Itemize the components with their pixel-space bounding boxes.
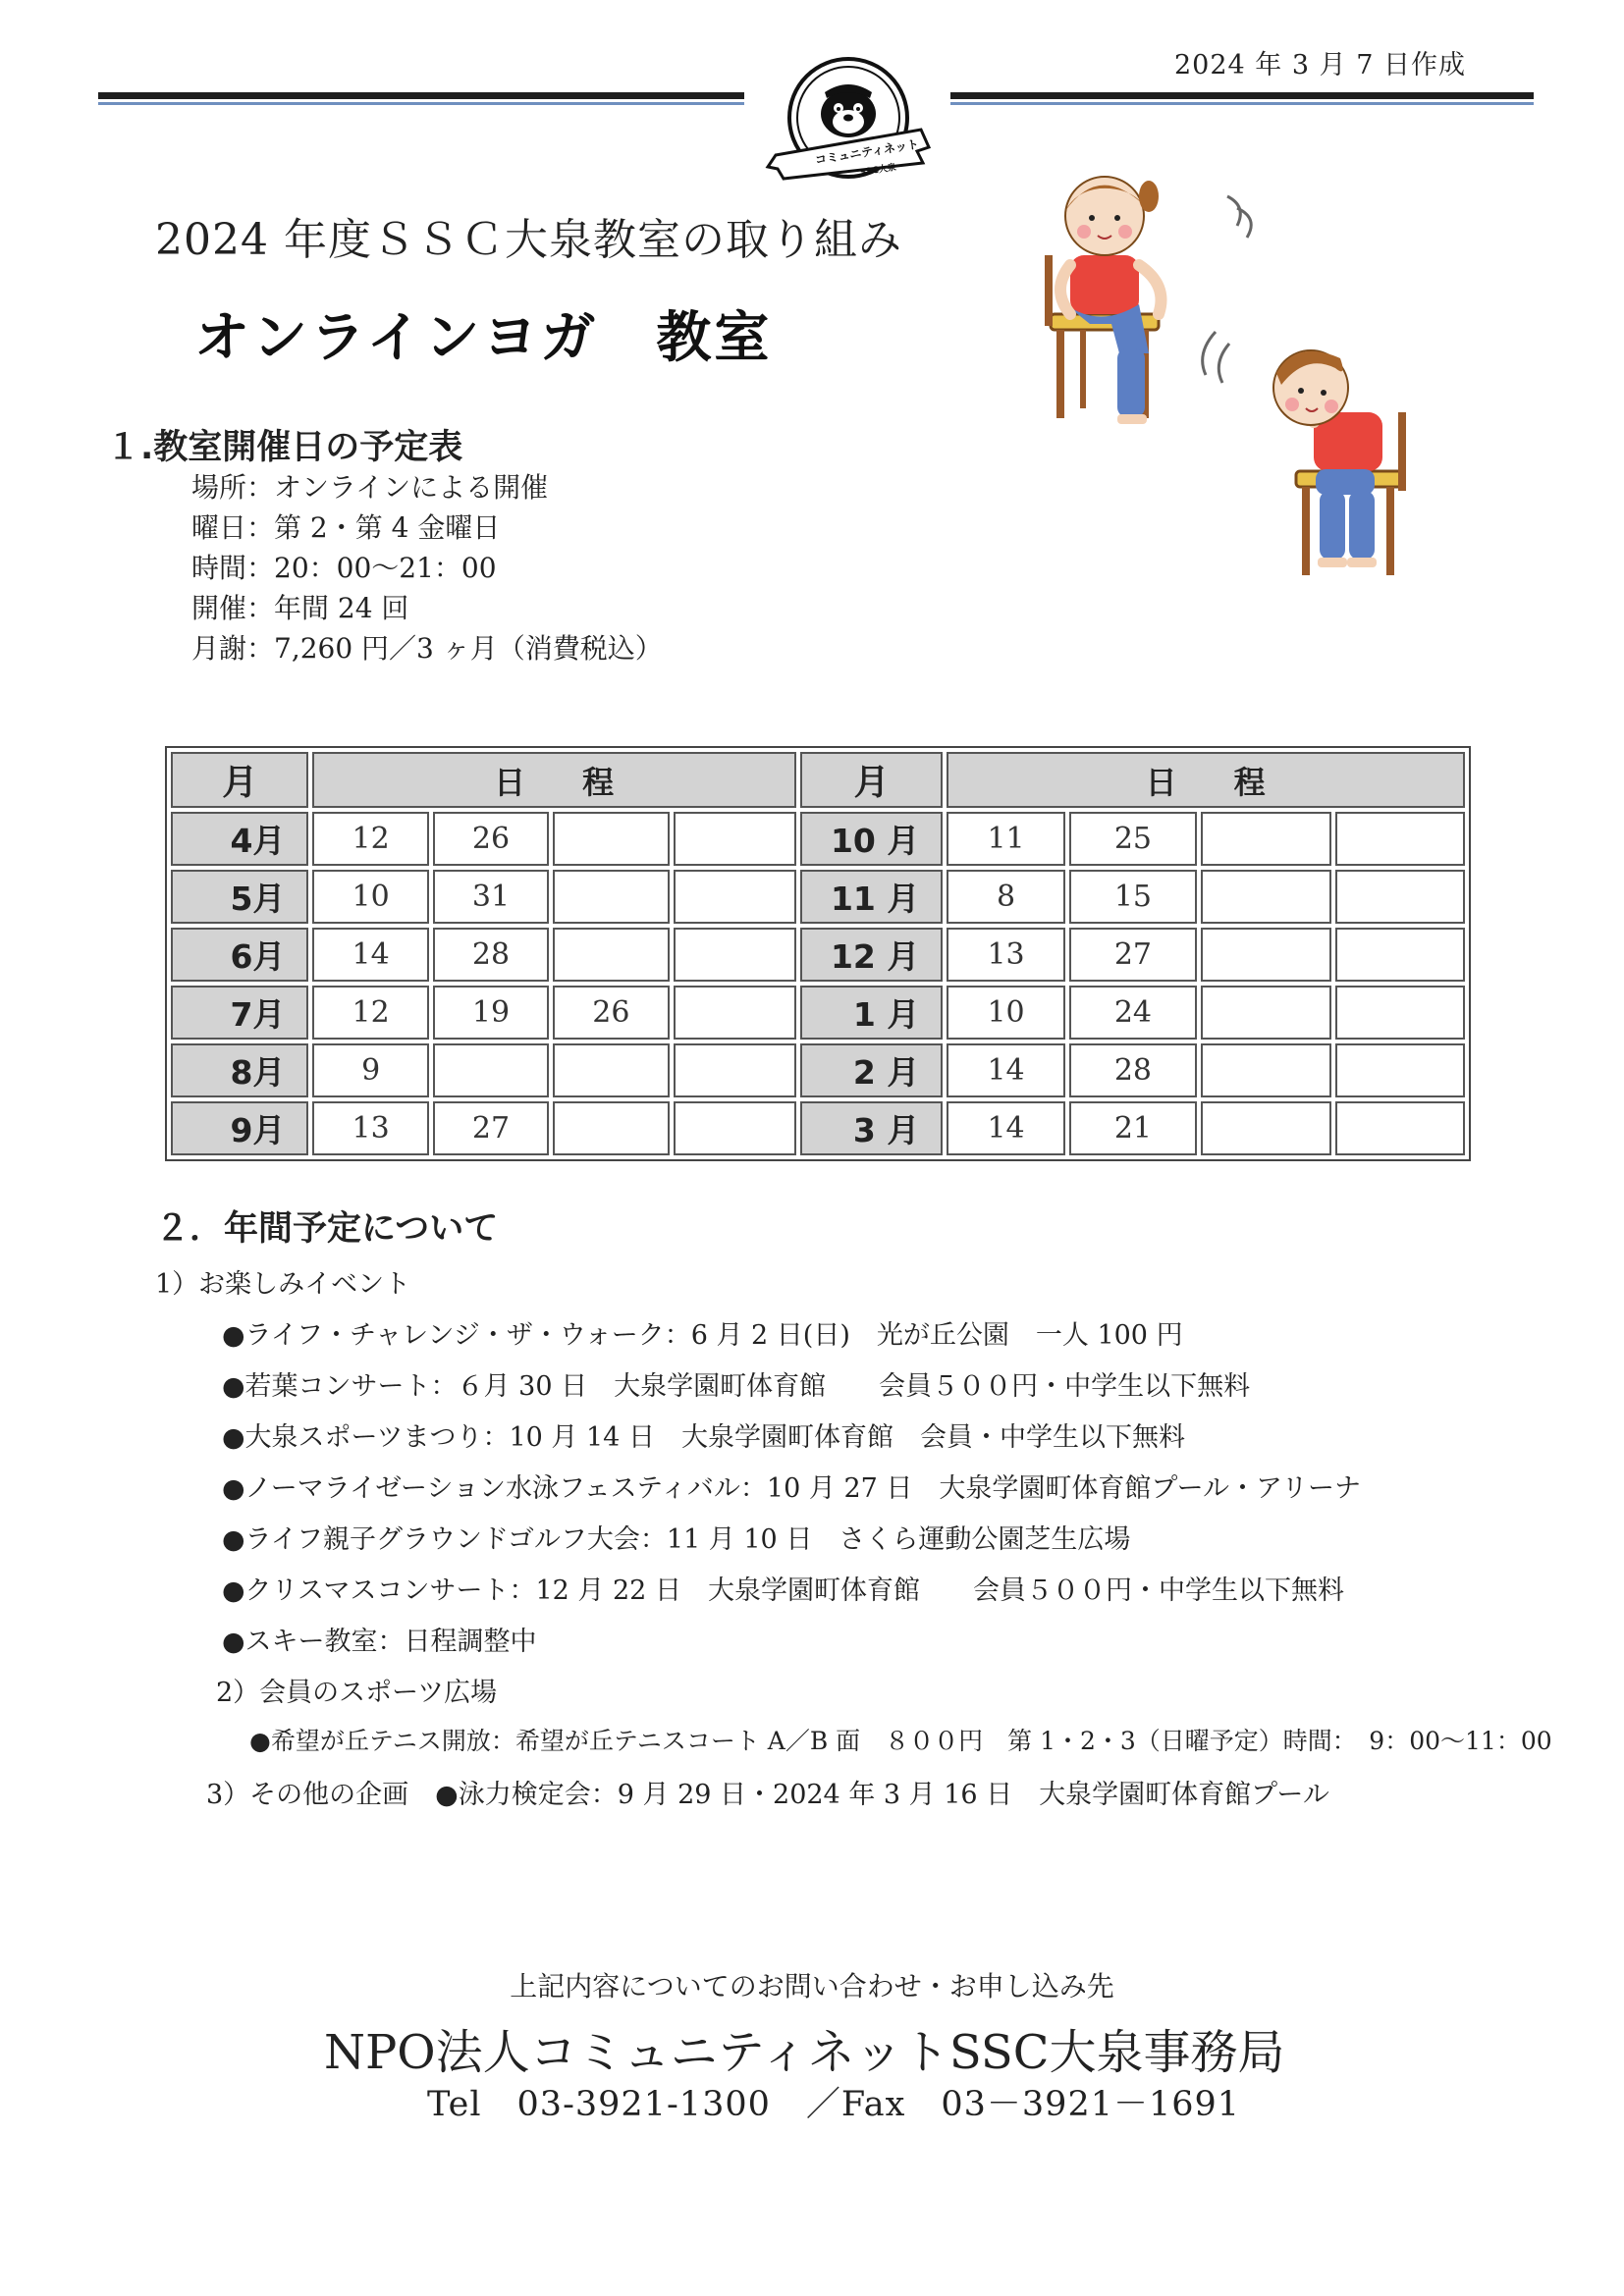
month-cell: 5月 bbox=[171, 870, 308, 924]
date-cell bbox=[674, 986, 796, 1040]
date-cell bbox=[433, 1043, 549, 1097]
date-cell: 8 bbox=[947, 870, 1064, 924]
date-cell: 12 bbox=[312, 812, 428, 866]
class-info bbox=[191, 467, 663, 668]
contact-intro: 上記内容についてのお問い合わせ・お申し込み先 bbox=[510, 1970, 1114, 2002]
month-cell: 2 月 bbox=[800, 1043, 943, 1097]
date-cell bbox=[674, 928, 796, 982]
page-subtitle: オンラインヨガ 教室 bbox=[194, 306, 773, 370]
date-cell: 21 bbox=[1069, 1101, 1197, 1155]
date-cell: 19 bbox=[433, 986, 549, 1040]
month-cell: 8月 bbox=[171, 1043, 308, 1097]
month-cell: 1 月 bbox=[800, 986, 943, 1040]
month-header: 月 bbox=[171, 752, 308, 808]
date-cell: 31 bbox=[433, 870, 549, 924]
chair-yoga-illustration bbox=[1001, 157, 1543, 589]
table-row bbox=[171, 1101, 1465, 1155]
month-cell: 9月 bbox=[171, 1101, 308, 1155]
month-cell: 4月 bbox=[171, 812, 308, 866]
yoga-person-2-icon bbox=[1203, 332, 1406, 575]
date-cell bbox=[1201, 928, 1330, 982]
header-rule-right bbox=[950, 92, 1534, 108]
event-item: ●スキー教室：日程調整中 bbox=[222, 1627, 537, 1657]
date-cell: 10 bbox=[947, 986, 1064, 1040]
date-cell bbox=[1201, 812, 1330, 866]
date-cell: 14 bbox=[947, 1101, 1064, 1155]
month-cell: 7月 bbox=[171, 986, 308, 1040]
info-weekday: 曜日：第 2・第 4 金曜日 bbox=[191, 511, 501, 544]
date-cell: 27 bbox=[433, 1101, 549, 1155]
date-cell bbox=[553, 928, 669, 982]
date-cell bbox=[1201, 1101, 1330, 1155]
event-item: ●クリスマスコンサート：12 月 22 日 大泉学園町体育館 会員５００円・中学生以下無料 bbox=[222, 1575, 1344, 1606]
date-cell bbox=[553, 1101, 669, 1155]
members-subheading: 2）会員のスポーツ広場 bbox=[216, 1678, 498, 1708]
date-cell bbox=[674, 1101, 796, 1155]
organization-name: NPO法人コミュニティネットSSC大泉事務局 bbox=[324, 2025, 1285, 2080]
date-cell: 14 bbox=[312, 928, 428, 982]
ssc-logo bbox=[756, 49, 941, 196]
date-cell bbox=[1335, 812, 1465, 866]
contact-phone: Tel 03-3921-1300 ／Fax 03－3921－1691 bbox=[427, 2085, 1241, 2124]
event-item: ●大泉スポーツまつり：10 月 14 日 大泉学園町体育館 会員・中学生以下無料 bbox=[222, 1422, 1185, 1453]
other-events: 3）その他の企画 ●泳力検定会：9 月 29 日・2024 年 3 月 16 日 大泉学園町体育館プール bbox=[206, 1780, 1329, 1810]
info-fee: 月謝：7,260 円／3 ヶ月（消費税込） bbox=[191, 632, 663, 665]
date-cell: 26 bbox=[553, 986, 669, 1040]
date-cell: 28 bbox=[1069, 1043, 1197, 1097]
events-subheading: 1）お楽しみイベント bbox=[155, 1269, 411, 1300]
date-cell bbox=[1335, 986, 1465, 1040]
section2-heading: ２．年間予定について bbox=[155, 1209, 499, 1249]
event-item: ●ライフ・チャレンジ・ザ・ウォーク：6 月 2 日(日) 光が丘公園 一人 100 円 bbox=[222, 1320, 1183, 1351]
date-cell bbox=[674, 1043, 796, 1097]
month-cell: 10 月 bbox=[800, 812, 943, 866]
creation-date: 2024 年 3 月 7 日作成 bbox=[1174, 50, 1466, 80]
info-count: 開催：年間 24 回 bbox=[191, 592, 409, 624]
logo-text: コミュニティネット bbox=[814, 136, 920, 168]
table-row bbox=[171, 812, 1465, 866]
date-cell: 28 bbox=[433, 928, 549, 982]
month-cell: 12 月 bbox=[800, 928, 943, 982]
date-cell: 24 bbox=[1069, 986, 1197, 1040]
header-rule-left bbox=[98, 92, 744, 108]
date-cell: 11 bbox=[947, 812, 1064, 866]
svg-text:SSC大泉: SSC大泉 bbox=[859, 162, 897, 179]
date-cell bbox=[553, 1043, 669, 1097]
date-cell bbox=[1335, 928, 1465, 982]
schedule-header: 日程 bbox=[947, 752, 1465, 808]
yoga-person-1-icon bbox=[1045, 177, 1251, 424]
schedule-header: 日程 bbox=[312, 752, 795, 808]
date-cell bbox=[1335, 1043, 1465, 1097]
date-cell bbox=[553, 870, 669, 924]
date-cell: 15 bbox=[1069, 870, 1197, 924]
info-time: 時間：20：00～21：00 bbox=[191, 552, 497, 584]
table-row bbox=[171, 870, 1465, 924]
month-cell: 11 月 bbox=[800, 870, 943, 924]
date-cell: 25 bbox=[1069, 812, 1197, 866]
date-cell: 13 bbox=[947, 928, 1064, 982]
date-cell bbox=[674, 812, 796, 866]
schedule-table bbox=[165, 746, 1471, 1161]
date-cell: 13 bbox=[312, 1101, 428, 1155]
date-cell bbox=[1201, 870, 1330, 924]
date-cell: 27 bbox=[1069, 928, 1197, 982]
tennis-item: ●希望が丘テニス開放：希望が丘テニスコート A／B 面 ８００円 第 1・2・3（日曜予定）時間： 9：00～11：00 bbox=[249, 1727, 1552, 1755]
month-header: 月 bbox=[800, 752, 943, 808]
date-cell bbox=[553, 812, 669, 866]
month-cell: 3 月 bbox=[800, 1101, 943, 1155]
event-item: ●若葉コンサート：６月 30 日 大泉学園町体育館 会員５００円・中学生以下無料 bbox=[222, 1371, 1251, 1402]
table-row bbox=[171, 928, 1465, 982]
date-cell: 26 bbox=[433, 812, 549, 866]
date-cell: 10 bbox=[312, 870, 428, 924]
date-cell bbox=[1335, 1101, 1465, 1155]
date-cell bbox=[1201, 1043, 1330, 1097]
date-cell bbox=[674, 870, 796, 924]
date-cell: 12 bbox=[312, 986, 428, 1040]
date-cell bbox=[1335, 870, 1465, 924]
date-cell bbox=[1201, 986, 1330, 1040]
section1-heading: １.教室開催日の予定表 bbox=[106, 428, 463, 467]
table-row bbox=[171, 986, 1465, 1040]
schedule-header-row bbox=[171, 752, 1465, 808]
month-cell: 6月 bbox=[171, 928, 308, 982]
page-title: 2024 年度ＳＳＣ大泉教室の取り組み bbox=[155, 215, 902, 265]
info-location: 場所：オンラインによる開催 bbox=[191, 471, 549, 504]
event-item: ●ノーマライゼーション水泳フェスティバル：10 月 27 日 大泉学園町体育館プール・アリーナ bbox=[222, 1473, 1361, 1504]
date-cell: 9 bbox=[312, 1043, 428, 1097]
date-cell: 14 bbox=[947, 1043, 1064, 1097]
event-item: ●ライフ親子グラウンドゴルフ大会：11 月 10 日 さくら運動公園芝生広場 bbox=[222, 1524, 1131, 1555]
table-row bbox=[171, 1043, 1465, 1097]
